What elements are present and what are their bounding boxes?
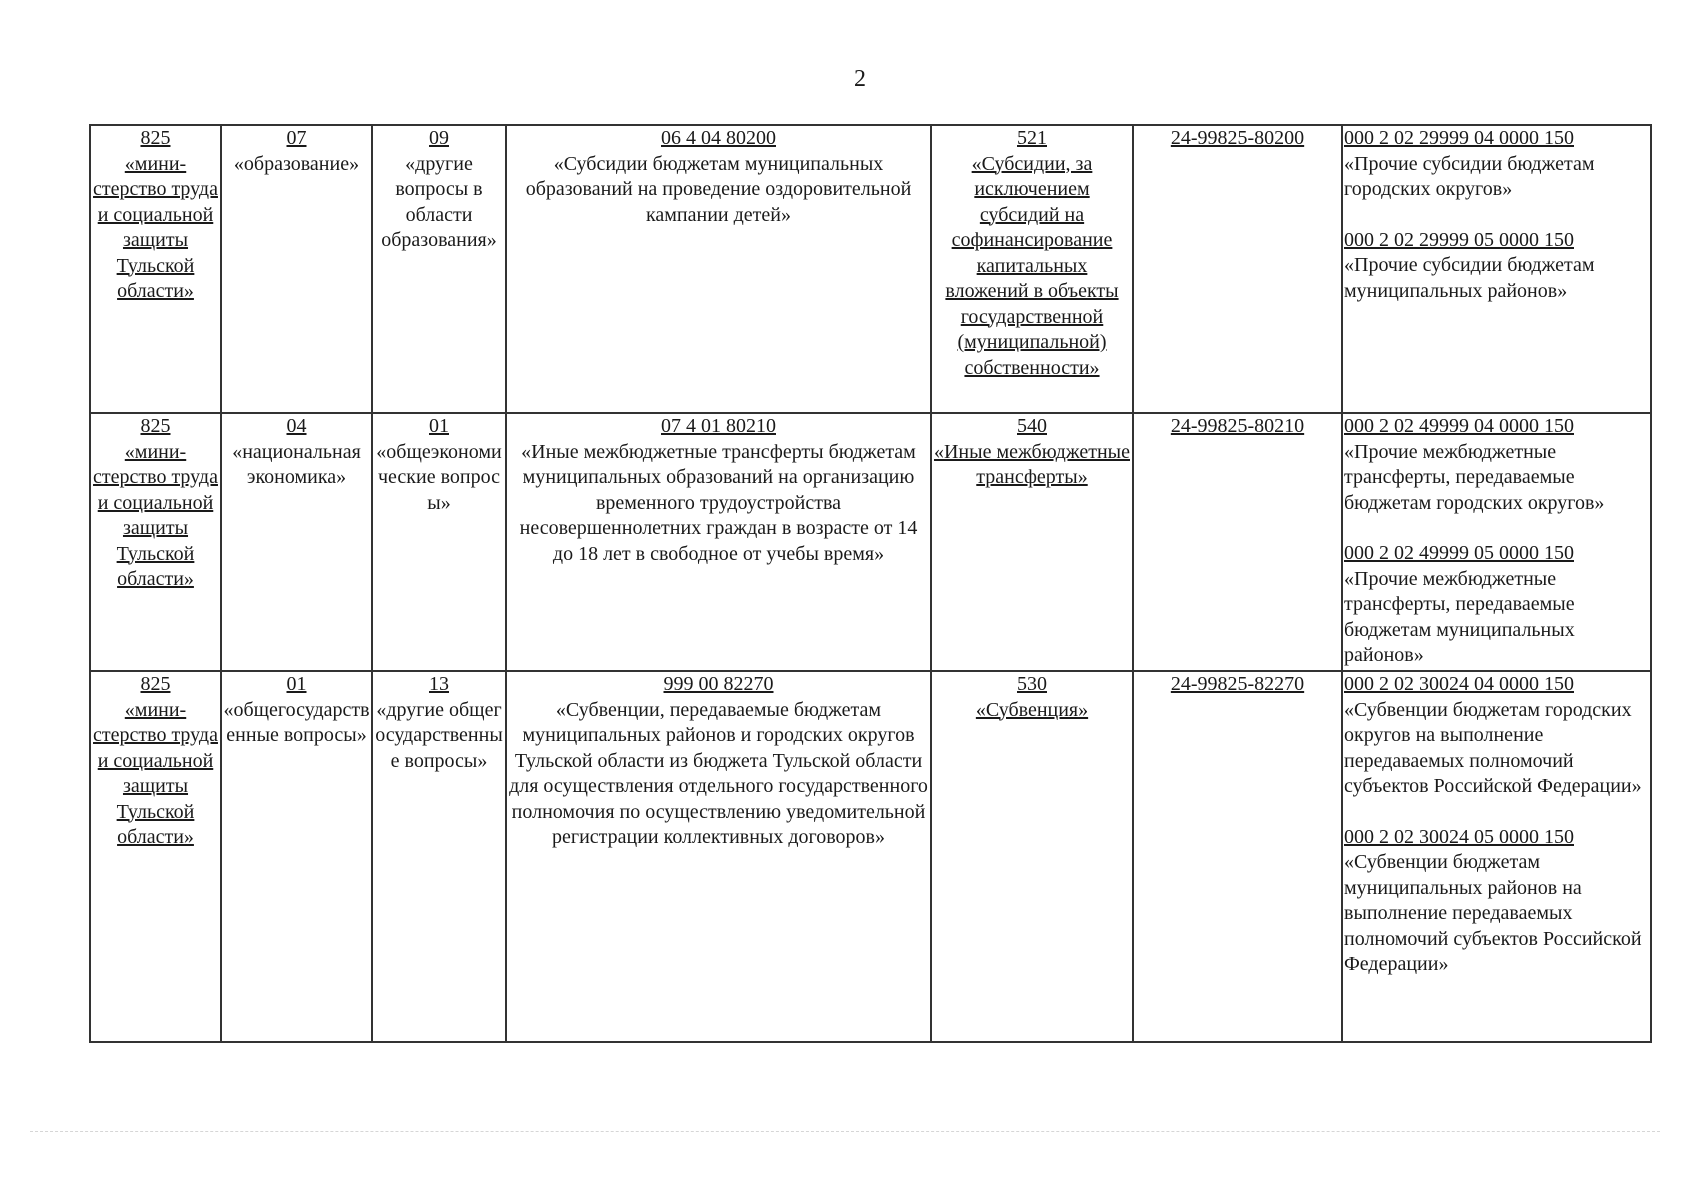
table-row bbox=[90, 413, 1651, 671]
section-code: 04 bbox=[286, 415, 307, 437]
income-code: 000 2 02 29999 04 0000 150 bbox=[1344, 127, 1574, 149]
spacer bbox=[1344, 800, 1649, 825]
income-code: 000 2 02 29999 05 0000 150 bbox=[1344, 228, 1574, 251]
ministry-code: 825 bbox=[140, 415, 171, 437]
ministry-name: «мини-стерство труда и социальной защиты Тульской области» bbox=[93, 152, 218, 302]
expense-cell bbox=[931, 125, 1133, 413]
income-name: «Субвенции бюджетам муниципальных районов на выполнение передаваемых полномочий субъектов Российской Федерации» bbox=[1344, 851, 1642, 975]
target-name: «Субсидии бюджетам муниципальных образований на проведение оздоровительной кампании детей» bbox=[525, 152, 912, 226]
expense-code: 530 bbox=[1017, 673, 1047, 695]
reg-number-cell bbox=[1133, 125, 1342, 413]
reg-number: 24-99825-80210 bbox=[1170, 415, 1305, 437]
subsection-name: «другие общегосударственные вопросы» bbox=[375, 698, 503, 772]
income-name: «Субвенции бюджетам городских округов на выполнение передаваемых полномочий субъектов Российской Федерации» bbox=[1344, 698, 1642, 797]
ministry-cell bbox=[90, 671, 221, 1042]
expense-name: «Субсидии, за исключением субсидий на софинансирование капитальных вложений в объекты государственной (муниципальной) собственности» bbox=[945, 152, 1119, 379]
target-name: «Иные межбюджетные трансферты бюджетам муниципальных образований на организацию временного трудоустройства несовершеннолетних граждан в возрасте от 14 до 18 лет в свободное от учебы время» bbox=[519, 440, 918, 565]
subsection-code: 09 bbox=[429, 127, 449, 149]
page-number: 2 bbox=[854, 66, 866, 92]
income-name: «Прочие субсидии бюджетам городских округов» bbox=[1344, 152, 1595, 200]
expense-cell bbox=[931, 671, 1133, 1042]
subsection-code: 01 bbox=[429, 415, 449, 437]
subsection-cell bbox=[372, 125, 506, 413]
income-cell bbox=[1342, 671, 1651, 1042]
section-name: «общегосударственные вопросы» bbox=[223, 698, 370, 746]
ministry-code: 825 bbox=[140, 673, 171, 695]
target-cell bbox=[506, 413, 931, 671]
table-row bbox=[90, 125, 1651, 413]
target-cell bbox=[506, 671, 931, 1042]
subsection-name: «общеэкономические вопросы» bbox=[376, 440, 502, 514]
target-code: 07 4 01 80210 bbox=[661, 415, 776, 437]
ministry-name: «мини-стерство труда и социальной защиты Тульской области» bbox=[93, 698, 218, 848]
ministry-cell bbox=[90, 125, 221, 413]
spacer bbox=[1344, 203, 1649, 228]
section-cell bbox=[221, 413, 372, 671]
reg-number-cell bbox=[1133, 413, 1342, 671]
income-code: 000 2 02 49999 05 0000 150 bbox=[1344, 542, 1574, 564]
scan-artifact-line bbox=[30, 1131, 1660, 1132]
expense-code: 521 bbox=[1017, 127, 1047, 149]
expense-name: «Иные межбюджетные трансферты» bbox=[933, 440, 1130, 488]
subsection-cell bbox=[372, 413, 506, 671]
income-code: 000 2 02 30024 04 0000 150 bbox=[1344, 673, 1574, 695]
income-name: «Прочие межбюджетные трансферты, передаваемые бюджетам муниципальных районов» bbox=[1344, 567, 1575, 666]
ministry-cell bbox=[90, 413, 221, 671]
target-code: 06 4 04 80200 bbox=[661, 127, 776, 149]
section-code: 07 bbox=[286, 127, 307, 149]
expense-code: 540 bbox=[1017, 415, 1047, 437]
subsection-name: «другие вопросы в области образования» bbox=[381, 152, 497, 251]
table-row bbox=[90, 671, 1651, 1042]
expense-cell bbox=[931, 413, 1133, 671]
subsection-code: 13 bbox=[429, 673, 449, 695]
ministry-code: 825 bbox=[140, 127, 171, 149]
reg-number-cell bbox=[1133, 671, 1342, 1042]
income-code: 000 2 02 49999 04 0000 150 bbox=[1344, 415, 1574, 437]
section-code: 01 bbox=[286, 673, 307, 695]
spacer bbox=[1344, 516, 1649, 541]
income-cell bbox=[1342, 125, 1651, 413]
income-cell bbox=[1342, 413, 1651, 671]
reg-number: 24-99825-82270 bbox=[1170, 673, 1305, 695]
target-cell bbox=[506, 125, 931, 413]
income-name: «Прочие субсидии бюджетам муниципальных районов» bbox=[1344, 254, 1595, 302]
target-code: 999 00 82270 bbox=[663, 673, 774, 695]
income-code: 000 2 02 30024 05 0000 150 bbox=[1344, 825, 1574, 848]
section-name: «образование» bbox=[233, 152, 360, 175]
expense-name: «Субвенция» bbox=[975, 698, 1089, 721]
section-cell bbox=[221, 125, 372, 413]
section-cell bbox=[221, 671, 372, 1042]
budget-classification-table bbox=[89, 124, 1652, 1043]
subsection-cell bbox=[372, 671, 506, 1042]
target-name: «Субвенции, передаваемые бюджетам муниципальных районов и городских округов Тульской области из бюджета Тульской области для осуществления отдельного государственного полномочия по осуществлению уведомительной регистрации коллективных договоров» bbox=[509, 698, 928, 848]
income-name: «Прочие межбюджетные трансферты, передаваемые бюджетам городских округов» bbox=[1344, 440, 1605, 514]
ministry-name: «мини-стерство труда и социальной защиты Тульской области» bbox=[93, 440, 218, 590]
reg-number: 24-99825-80200 bbox=[1170, 127, 1305, 149]
section-name: «национальная экономика» bbox=[232, 440, 361, 488]
